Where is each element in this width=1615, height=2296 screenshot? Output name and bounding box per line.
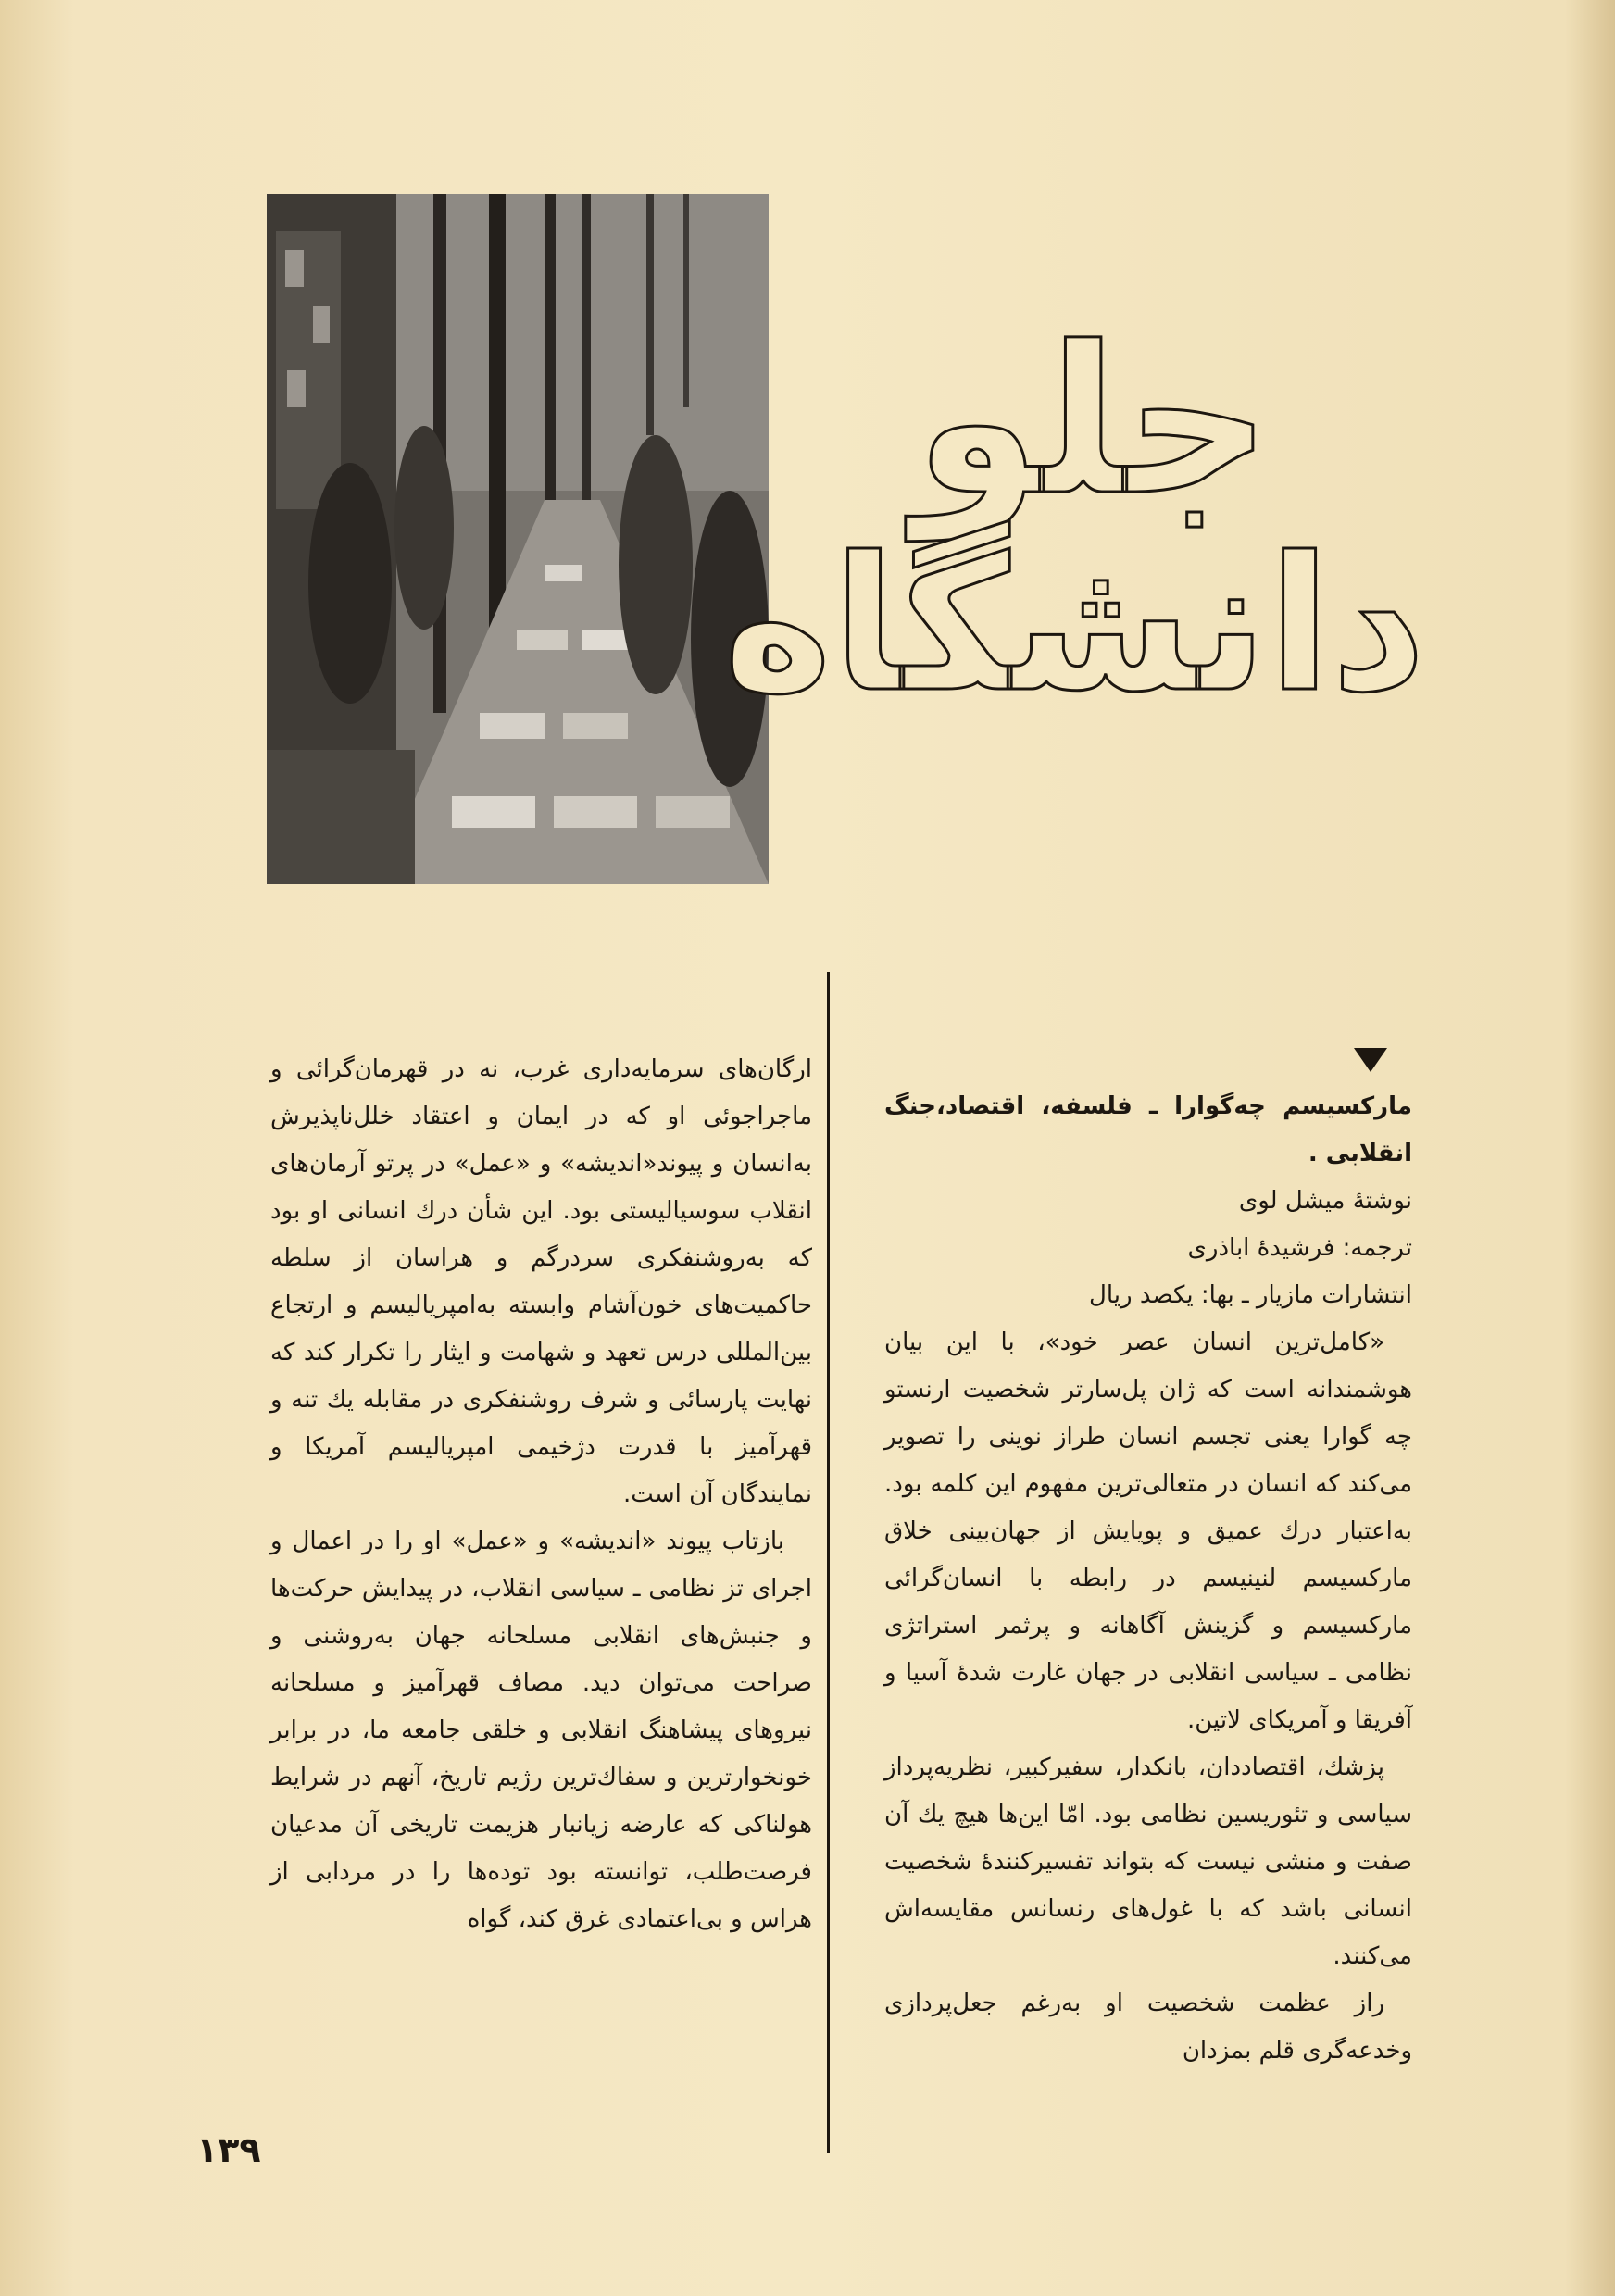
book-translator: ترجمه: فرشیدهٔ اباذری: [1187, 1234, 1412, 1262]
review-column: [884, 1083, 1412, 2075]
headline-line-1: جلو: [913, 303, 1272, 540]
body-paragraph: بازتاب پیوند «اندیشه» و «عمل» او را در اعمال و اجرای تز نظامی ـ سیاسی انقلاب، در پیدایش حرکت‌ها و جنبش‌های انقلابی مسلحانه جهان به‌روشنی و صراحت می‌توان دید. مصاف قهرآمیز و مسلحانه نیروهای پیشاهنگ انقلابی و خلقی جامعه ما، در برابر خونخوارترین و سفاك‌ترین رژیم تاریخ، آنهم در شرایط هولناکی که عارضه زیانبار هزیمت تاریخی آن مدعیان فرصت‌طلب، توانسته بود توده‌ها را در مردابی از هراس و بی‌اعتمادی غرق کند، گواه: [270, 1528, 812, 1933]
street-photo: [267, 194, 769, 884]
review-paragraph: «کامل‌ترین انسان عصر خود»، با این بیان هوشمندانه است که ژان پل‌سارتر شخصیت ارنستو چه گوارا یعنی تجسم انسان طراز نوینی را تصویر می‌کند که انسان در متعالی‌ترین مفهوم این کلمه بود. به‌اعتبار درك عمیق و پویایش از جهان‌بینی خلاق مارکسیسم لنینیسم در رابطه با انسان‌گرائی مارکسیسم و گزینش آگاهانه و پرثمر استراتژی نظامی ـ سیاسی انقلابی در جهان غارت شدهٔ آسیا و آفریقا و آمریکای لاتین.: [884, 1329, 1412, 1734]
book-publisher: انتشارات مازیار ـ بها: یکصد ریال: [1088, 1281, 1412, 1309]
review-paragraph: پزشك، اقتصاددان، بانکدار، سفیرکبیر، نظریه‌پرداز سیاسی و تئوریسین نظامی بود. امّا این‌ها هیچ یك آن صفت و منشی نیست که بتواند تفسیرکنندهٔ شخصیت انسانی باشد که با غول‌های رنسانس مقایسه‌اش می‌کنند.: [884, 1753, 1412, 1970]
continuation-column: [270, 1046, 812, 1943]
page-number: ۱۳۹: [196, 2129, 261, 2170]
book-author: نوشتهٔ میشل لوی: [1238, 1187, 1412, 1215]
bullet-triangle-icon: [1354, 1048, 1387, 1072]
book-title: مارکسیسم چه‌گوارا ـ فلسفه، اقتصاد،جنگ انقلابی .: [884, 1092, 1412, 1167]
headline-line-2: دانشگاه: [722, 518, 1426, 733]
review-paragraph: راز عظمت شخصیت او به‌رغم جعل‌پردازی وخدعه‌گری قلم بمزدان: [884, 1990, 1412, 2065]
column-divider: [827, 972, 830, 2152]
body-paragraph: ارگان‌های سرمایه‌داری غرب، نه در قهرمان‌گرائی و ماجراجوئی او که در ایمان و اعتقاد خلل‌ناپذیرش به‌انسان و پیوند«اندیشه» و «عمل» در پرتو آرمان‌های انقلاب سوسیالیستی بود. این شأن درك انسانی او بود که به‌روشنفکری سردرگم و هراسان از سلطه حاکمیت‌های خون‌آشام وابسته به‌امپریالیسم و ارتجاع بین‌المللی درس تعهد و شهامت و ایثار را تکرار کند که نهایت پارسائی و شرف روشنفکری در مقابله یك تنه و قهرآمیز با قدرت دژخیمی امپریالیسم آمریکا و نمایندگان آن است.: [270, 1055, 812, 1508]
headline: [722, 303, 1426, 796]
